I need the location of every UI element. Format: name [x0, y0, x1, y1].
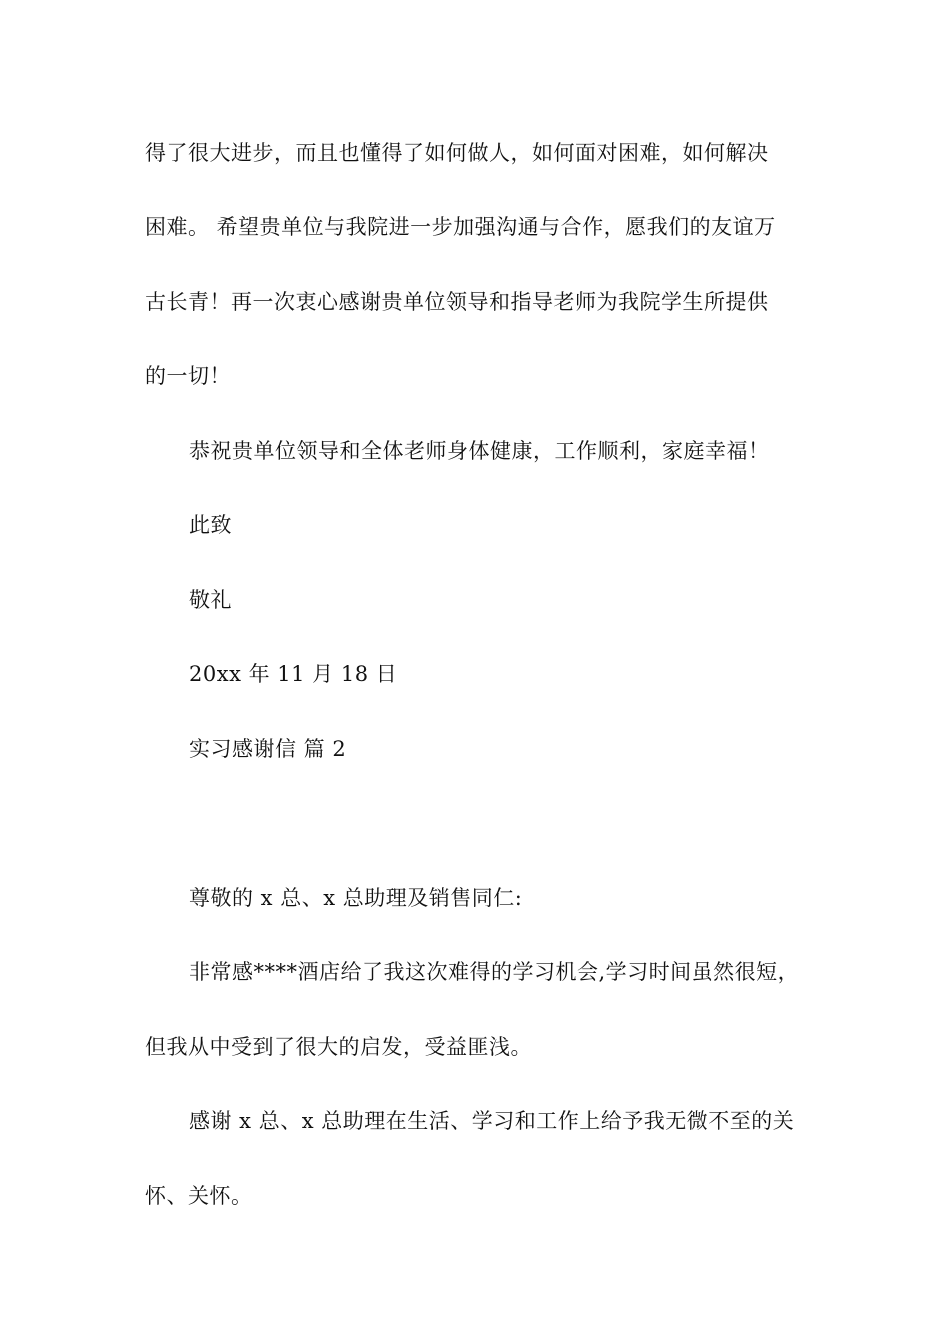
paragraph-1-line-2: 困难。 希望贵单位与我院进一步加强沟通与合作，愿我们的友谊万 [145, 215, 776, 239]
closing-salutation: 此致 [189, 513, 232, 537]
closing-regards: 敬礼 [189, 588, 232, 612]
paragraph-1-line-4: 的一切！ [145, 364, 231, 388]
paragraph-3-line-1: 感谢 x 总、x 总助理在生活、学习和工作上给予我无微不至的关 [189, 1109, 795, 1133]
paragraph-2-line-2: 但我从中受到了很大的启发，受益匪浅。 [145, 1035, 532, 1059]
paragraph-1-line-3: 古长青！再一次衷心感谢贵单位领导和指导老师为我院学生所提供 [145, 290, 769, 314]
paragraph-1-line-1: 得了很大进步，而且也懂得了如何做人，如何面对困难，如何解决 [145, 141, 769, 165]
wishes-line: 恭祝贵单位领导和全体老师身体健康，工作顺利，家庭幸福！ [189, 439, 770, 463]
section-title: 实习感谢信 篇 2 [189, 737, 347, 761]
paragraph-3-line-2: 怀、关怀。 [145, 1184, 253, 1208]
letter-greeting: 尊敬的 x 总、x 总助理及销售同仁: [189, 886, 523, 910]
letter-date: 20xx 年 11 月 18 日 [189, 662, 398, 686]
paragraph-2-line-1: 非常感****酒店给了我这次难得的学习机会,学习时间虽然很短， [189, 960, 800, 984]
